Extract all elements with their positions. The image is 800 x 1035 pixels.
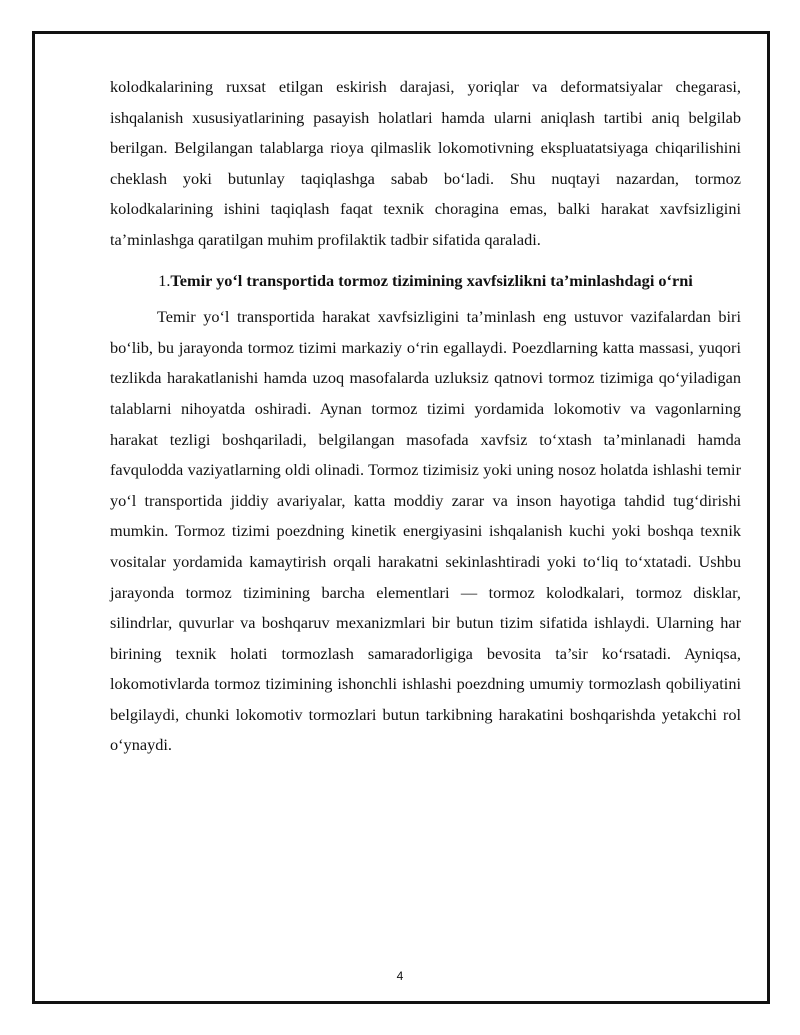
section-heading-title: Temir yo‘l transportida tormoz tizimining xavfsizlikni ta’minlashdagi o‘rni xyxy=(170,270,693,290)
section-heading xyxy=(110,266,741,297)
page-number: 4 xyxy=(396,969,404,983)
paragraph-body: Temir yo‘l transportida harakat xavfsizligini ta’minlash eng ustuvor vazifalardan biri bo‘lib, bu jarayonda tormoz tizimi markaziy o‘rin egallaydi. Poezdlarning katta massasi, yuqori tezlikda harakatlanishi hamda uzoq masofalarda uzluksiz qatnovi tormoz tizimiga qo‘yiladigan talablarni nihoyatda oshiradi. Aynan tormoz tizimi yordamida lokomotiv va vagonlarning harakat tezligi boshqariladi, belgilangan masofada xavfsiz to‘xtash ta’minlanadi hamda favqulodda vaziyatlarning oldi olinadi. Tormoz tizimisiz yoki uning nosoz holatda ishlashi temir yo‘l transportida jiddiy avariyalar, katta moddiy zarar va inson hayotiga tahdid tug‘dirishi mumkin. Tormoz tizimi poezdning kinetik energiyasini ishqalanish kuchi yoki boshqa texnik vositalar yordamida kamaytirish orqali harakatni sekinlashtiradi yoki to‘liq to‘xtatadi. Ushbu jarayonda tormoz tizimining barcha elementlari — tormoz kolodkalari, tormoz disklar, silindrlar, quvurlar va boshqaruv mexanizmlari bir butun tizim sifatida ishlaydi. Ularning har birining texnik holati tormozlash samaradorligiga bevosita ta’sir ko‘rsatadi. Ayniqsa, lokomotivlarda tormoz tizimining ishonchli ishlashi poezdning umumiy tormozlash qobiliyatini belgilaydi, chunki lokomotiv tormozlari butun tarkibning harakatini boshqarishda yetakchi rol o‘ynaydi. xyxy=(110,307,741,755)
section-heading-number: 1. xyxy=(158,270,171,290)
document-body xyxy=(110,72,741,761)
paragraph-continuation: kolodkalarining ruxsat etilgan eskirish darajasi, yoriqlar va deformatsiyalar chegarasi, ishqalanish xususiyatlarining pasayish holatlari hamda ularni aniqlash tartibi aniq belgilab berilgan. Belgilangan talablarga rioya qilmaslik lokomotivning ekspluatatsiyaga chiqarilishini cheklash yoki butunlay taqiqlashga sabab bo‘ladi. Shu nuqtayi nazardan, tormoz kolodkalarining ishini taqiqlash faqat texnik choragina emas, balki harakat xavfsizligini ta’minlashga qaratilgan muhim profilaktik tadbir sifatida qaraladi. xyxy=(110,77,741,249)
